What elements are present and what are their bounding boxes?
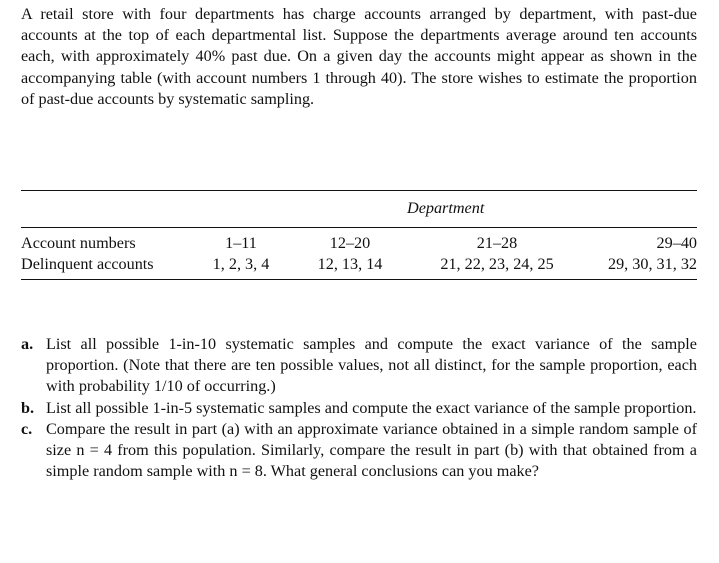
table-cell: 21–28: [476, 234, 518, 252]
accounts-table: [21, 190, 697, 280]
table-cell: 1–11: [225, 234, 257, 252]
exercise-parts: [21, 334, 697, 482]
part-a: [21, 334, 697, 398]
table-cell: 29, 30, 31, 32: [607, 255, 697, 273]
table-cell: 12, 13, 14: [317, 255, 383, 273]
table-cell: 29–40: [656, 234, 697, 252]
table-cell: 21, 22, 23, 24, 25: [440, 255, 554, 273]
table-row-delinquent-accounts: [21, 254, 697, 275]
table-cell: 12–20: [329, 234, 371, 252]
part-b: [21, 398, 697, 419]
part-label: a.: [21, 335, 34, 353]
part-text: List all possible 1-in-5 systematic samples and compute the exact variance of the sample proportion.: [46, 398, 697, 417]
problem-intro: A retail store with four departments has charge accounts arranged by department, with past-due accounts at the top of each departmental list. Suppose the departments average around ten accounts each, with approximately 40% past due. On a given day the accounts might appear as shown in the accompanying table (with account numbers 1 through 40). The store wishes to estimate the proportion of past-due accounts by systematic sampling.: [21, 5, 697, 108]
department-header: Department: [407, 199, 485, 217]
part-label: c.: [21, 419, 33, 438]
table-row-account-numbers: [21, 233, 697, 254]
table-bottom-rule: [21, 279, 697, 280]
part-text: List all possible 1-in-10 systematic samples and compute the exact variance of the sample proportion. (Note that there are ten possible values, not all distinct, for the sample proportion, each with probability 1/10 of occurring.): [46, 335, 697, 396]
row-label: Delinquent accounts: [21, 255, 154, 273]
row-label: Account numbers: [21, 234, 136, 252]
table-cell: 1, 2, 3, 4: [212, 255, 270, 273]
part-label: b.: [21, 398, 35, 417]
part-text: Compare the result in part (a) with an approximate variance obtained in a simple random sample of size n = 4 from this population. Similarly, compare the result in part (b) with that obtained from a simple random sample with n = 8. What general conclusions can you make?: [46, 419, 697, 481]
part-c: [21, 419, 697, 483]
